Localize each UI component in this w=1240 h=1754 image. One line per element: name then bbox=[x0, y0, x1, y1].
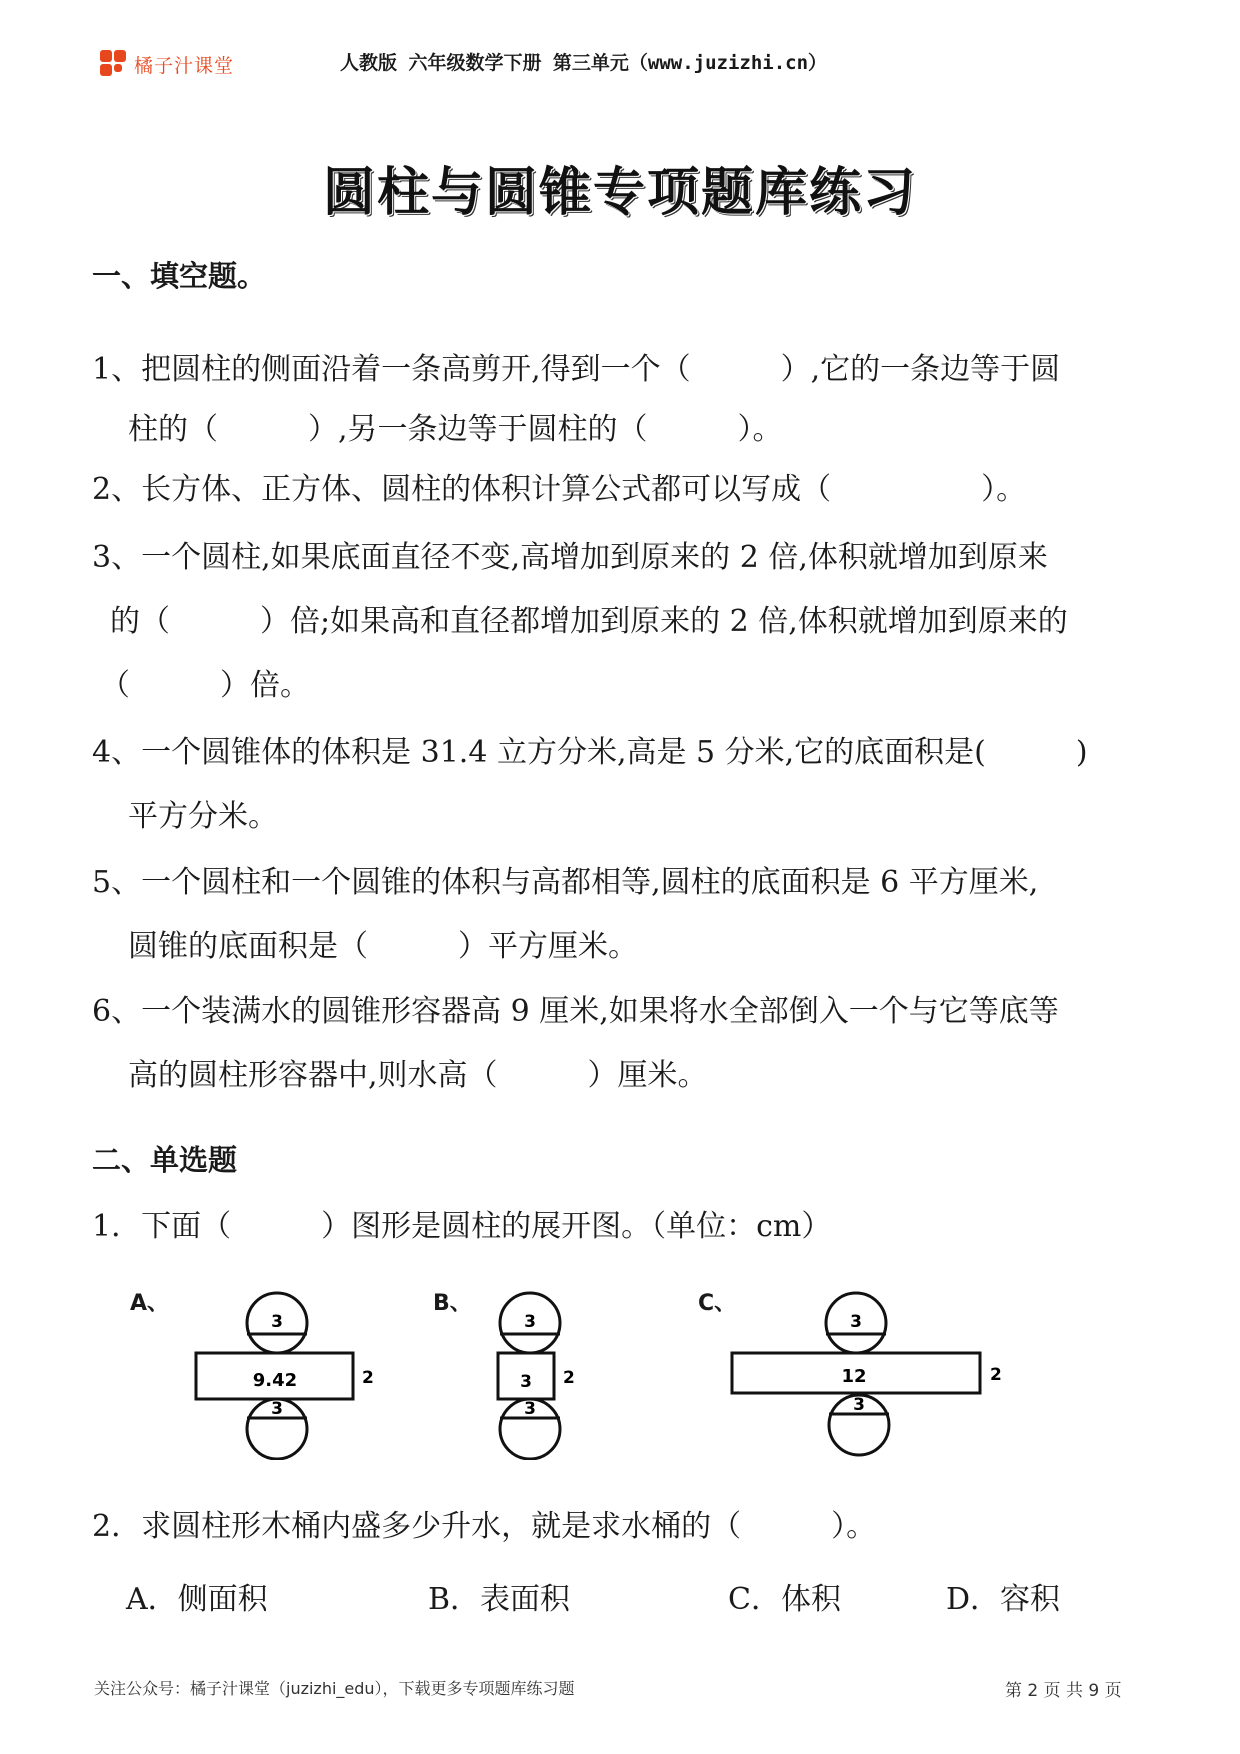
figure-c-bottom-label: 3 bbox=[853, 1395, 865, 1415]
footer-note: 关注公众号：橘子汁课堂（juzizhi_edu），下载更多专项题库练习题 bbox=[94, 1679, 575, 1698]
figure-c-side-label: 2 bbox=[990, 1365, 1002, 1385]
question-line: 柱的（ ）,另一条边等于圆柱的（ ）。 bbox=[128, 412, 783, 447]
figure-a-net bbox=[190, 1290, 390, 1460]
question-line: 高的圆柱形容器中,则水高（ ）厘米。 bbox=[128, 1058, 708, 1093]
question-line: 6、一个装满水的圆锥形容器高 9 厘米,如果将水全部倒入一个与它等底等 bbox=[92, 994, 1059, 1029]
section-heading-single-choice: 二、单选题 bbox=[92, 1143, 238, 1177]
question-line: 2、长方体、正方体、圆柱的体积计算公式都可以写成（ ）。 bbox=[92, 472, 1027, 507]
figure-b-rect-label: 3 bbox=[520, 1372, 532, 1392]
figure-c-rect-label: 12 bbox=[841, 1366, 867, 1387]
figure-a-rect-label: 9.42 bbox=[252, 1370, 298, 1391]
choice-b: B．表面积 bbox=[428, 1582, 571, 1617]
choice-c: C．体积 bbox=[728, 1582, 841, 1617]
question-line: 的（ ）倍;如果高和直径都增加到原来的 2 倍,体积就增加到原来的 bbox=[110, 604, 1068, 639]
question-line: （ ）倍。 bbox=[100, 668, 310, 703]
question-line: 3、一个圆柱,如果底面直径不变,高增加到原来的 2 倍,体积就增加到原来 bbox=[92, 540, 1048, 575]
figure-a-label: A、 bbox=[130, 1291, 170, 1316]
question-line: 4、一个圆锥体的体积是 31.4 立方分米,高是 5 分米,它的底面积是( ) bbox=[92, 735, 1088, 770]
figure-b-net bbox=[480, 1290, 600, 1460]
question-line: 平方分米。 bbox=[128, 799, 278, 834]
figure-b-top-label: 3 bbox=[524, 1312, 536, 1332]
figure-c-net bbox=[728, 1290, 1018, 1460]
section-heading-fill-in: 一、填空题。 bbox=[92, 259, 267, 293]
figure-b-bottom-label: 3 bbox=[524, 1399, 536, 1419]
question-line: 1．下面（ ）图形是圆柱的展开图。（单位：cm） bbox=[92, 1209, 832, 1244]
choice-d: D．容积 bbox=[946, 1582, 1061, 1617]
figure-c-label: C、 bbox=[698, 1291, 737, 1316]
page-number: 第 2 页 共 9 页 bbox=[1005, 1681, 1122, 1701]
figure-a-side-label: 2 bbox=[362, 1368, 374, 1388]
document-title: 圆柱与圆锥专项题库练习 bbox=[322, 163, 917, 223]
question-line: 圆锥的底面积是（ ）平方厘米。 bbox=[128, 929, 638, 964]
figure-a-top-label: 3 bbox=[271, 1312, 283, 1332]
question-line: 5、一个圆柱和一个圆锥的体积与高都相等,圆柱的底面积是 6 平方厘米, bbox=[92, 865, 1039, 900]
brand-logo bbox=[100, 46, 234, 82]
figure-b-side-label: 2 bbox=[563, 1368, 575, 1388]
figure-b-label: B、 bbox=[433, 1291, 472, 1316]
logo-squares-icon bbox=[100, 50, 128, 78]
figure-c-top-label: 3 bbox=[850, 1312, 862, 1332]
header-title: 人教版 六年级数学下册 第三单元（www.juzizhi.cn） bbox=[340, 52, 828, 74]
logo-text: 橘子汁课堂 bbox=[134, 54, 235, 77]
choice-a: A．侧面积 bbox=[126, 1582, 268, 1617]
question-line: 1、把圆柱的侧面沿着一条高剪开,得到一个（ ）,它的一条边等于圆 bbox=[92, 352, 1061, 387]
question-line: 2．求圆柱形木桶内盛多少升水，就是求水桶的（ ）。 bbox=[92, 1509, 877, 1544]
figure-a-bottom-label: 3 bbox=[271, 1399, 283, 1419]
